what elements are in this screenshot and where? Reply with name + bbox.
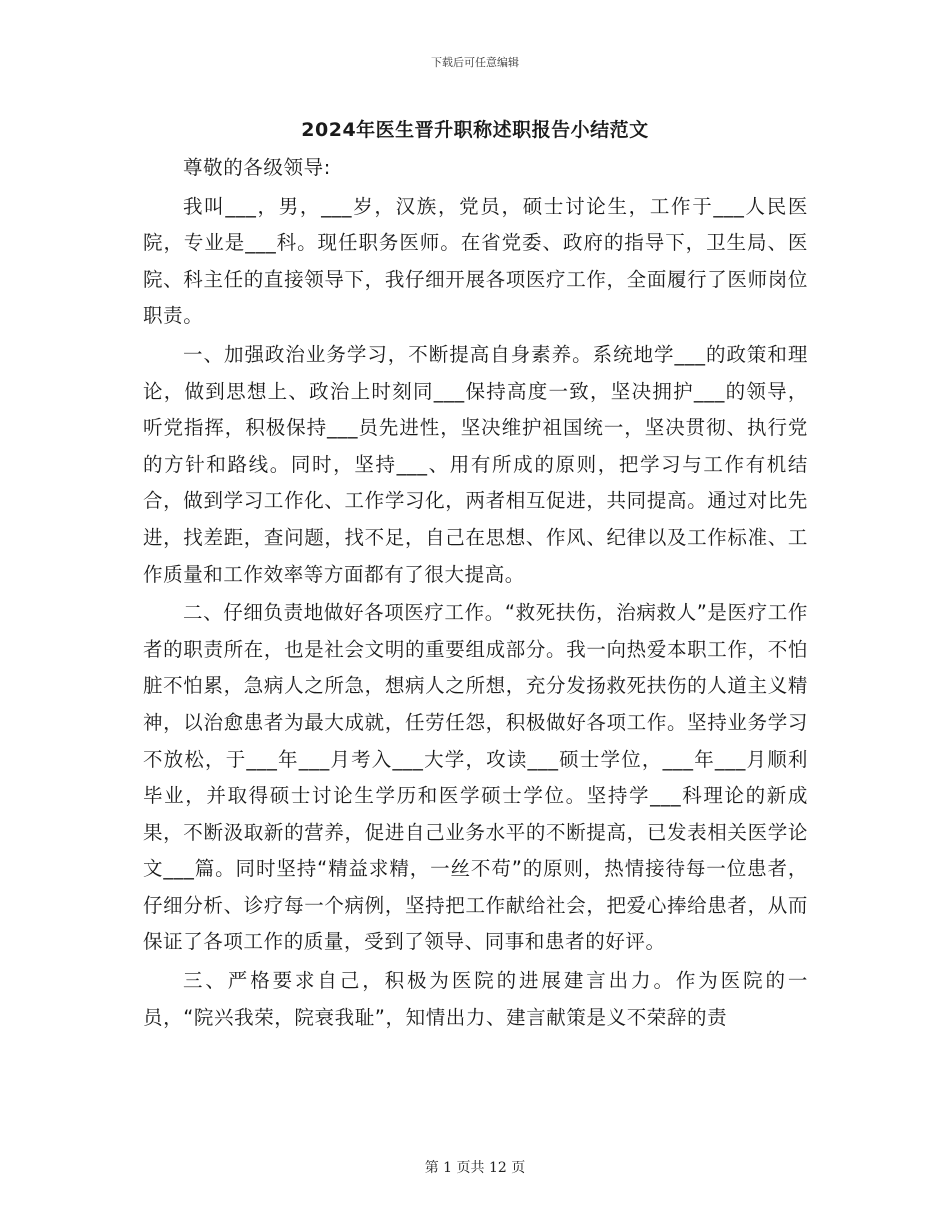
page-number: 第 1 页共 12 页 (424, 1160, 526, 1176)
greeting: 尊敬的各级领导: (183, 156, 331, 179)
paragraph-intro: 我叫___，男，___岁，汉族，党员，硕士讨论生，工作于___人民医院，专业是___科。现任职务医师。在省党委、政府的指导下，卫生局、医院、科主任的直接领导下，我仔细开展各项医疗工作，全面履行了医师岗位职责。 (143, 194, 808, 328)
document-title: 2024年医生晋升职称述职报告小结范文 (301, 119, 649, 141)
page-header-note: 下载后可任意编辑 (431, 56, 519, 69)
paragraph-section-2: 二、仔细负责地做好各项医疗工作。“救死扶伤，治病救人”是医疗工作者的职责所在，也是社会文明的重要组成部分。我一向热爱本职工作，不怕脏不怕累，急病人之所急，想病人之所想，充分发扬救死扶伤的人道主义精神，以治愈患者为最大成就，任劳任怨，积极做好各项工作。坚持业务学习不放松，于___年___月考入___大学，攻读___硕士学位，___年___月顺利毕业，并取得硕士讨论生学历和医学硕士学位。坚持学___科理论的新成果，不断汲取新的营养，促进自己业务水平的不断提高，已发表相关医学论文___篇。同时坚持“精益求精，一丝不苟”的原则，热情接待每一位患者，仔细分析、诊疗每一个病例，坚持把工作献给社会，把爱心捧给患者，从而保证了各项工作的质量，受到了领导、同事和患者的好评。 (143, 601, 808, 954)
paragraph-section-3: 三、严格要求自己，积极为医院的进展建言出力。作为医院的一员，“院兴我荣，院衰我耻”，知情出力、建言献策是义不荣辞的责 (143, 969, 808, 1029)
document-body (143, 150, 808, 1036)
paragraph-section-1: 一、加强政治业务学习，不断提高自身素养。系统地学___的政策和理论，做到思想上、政治上时刻同___保持高度一致，坚决拥护___的领导，听党指挥，积极保持___员先进性，坚决维护祖国统一，坚决贯彻、执行党的方针和路线。同时，坚持___、用有所成的原则，把学习与工作有机结合，做到学习工作化、工作学习化，两者相互促进，共同提高。通过对比先进，找差距，查问题，找不足，自己在思想、作风、纪律以及工作标准、工作质量和工作效率等方面都有了很大提高。 (143, 342, 808, 586)
